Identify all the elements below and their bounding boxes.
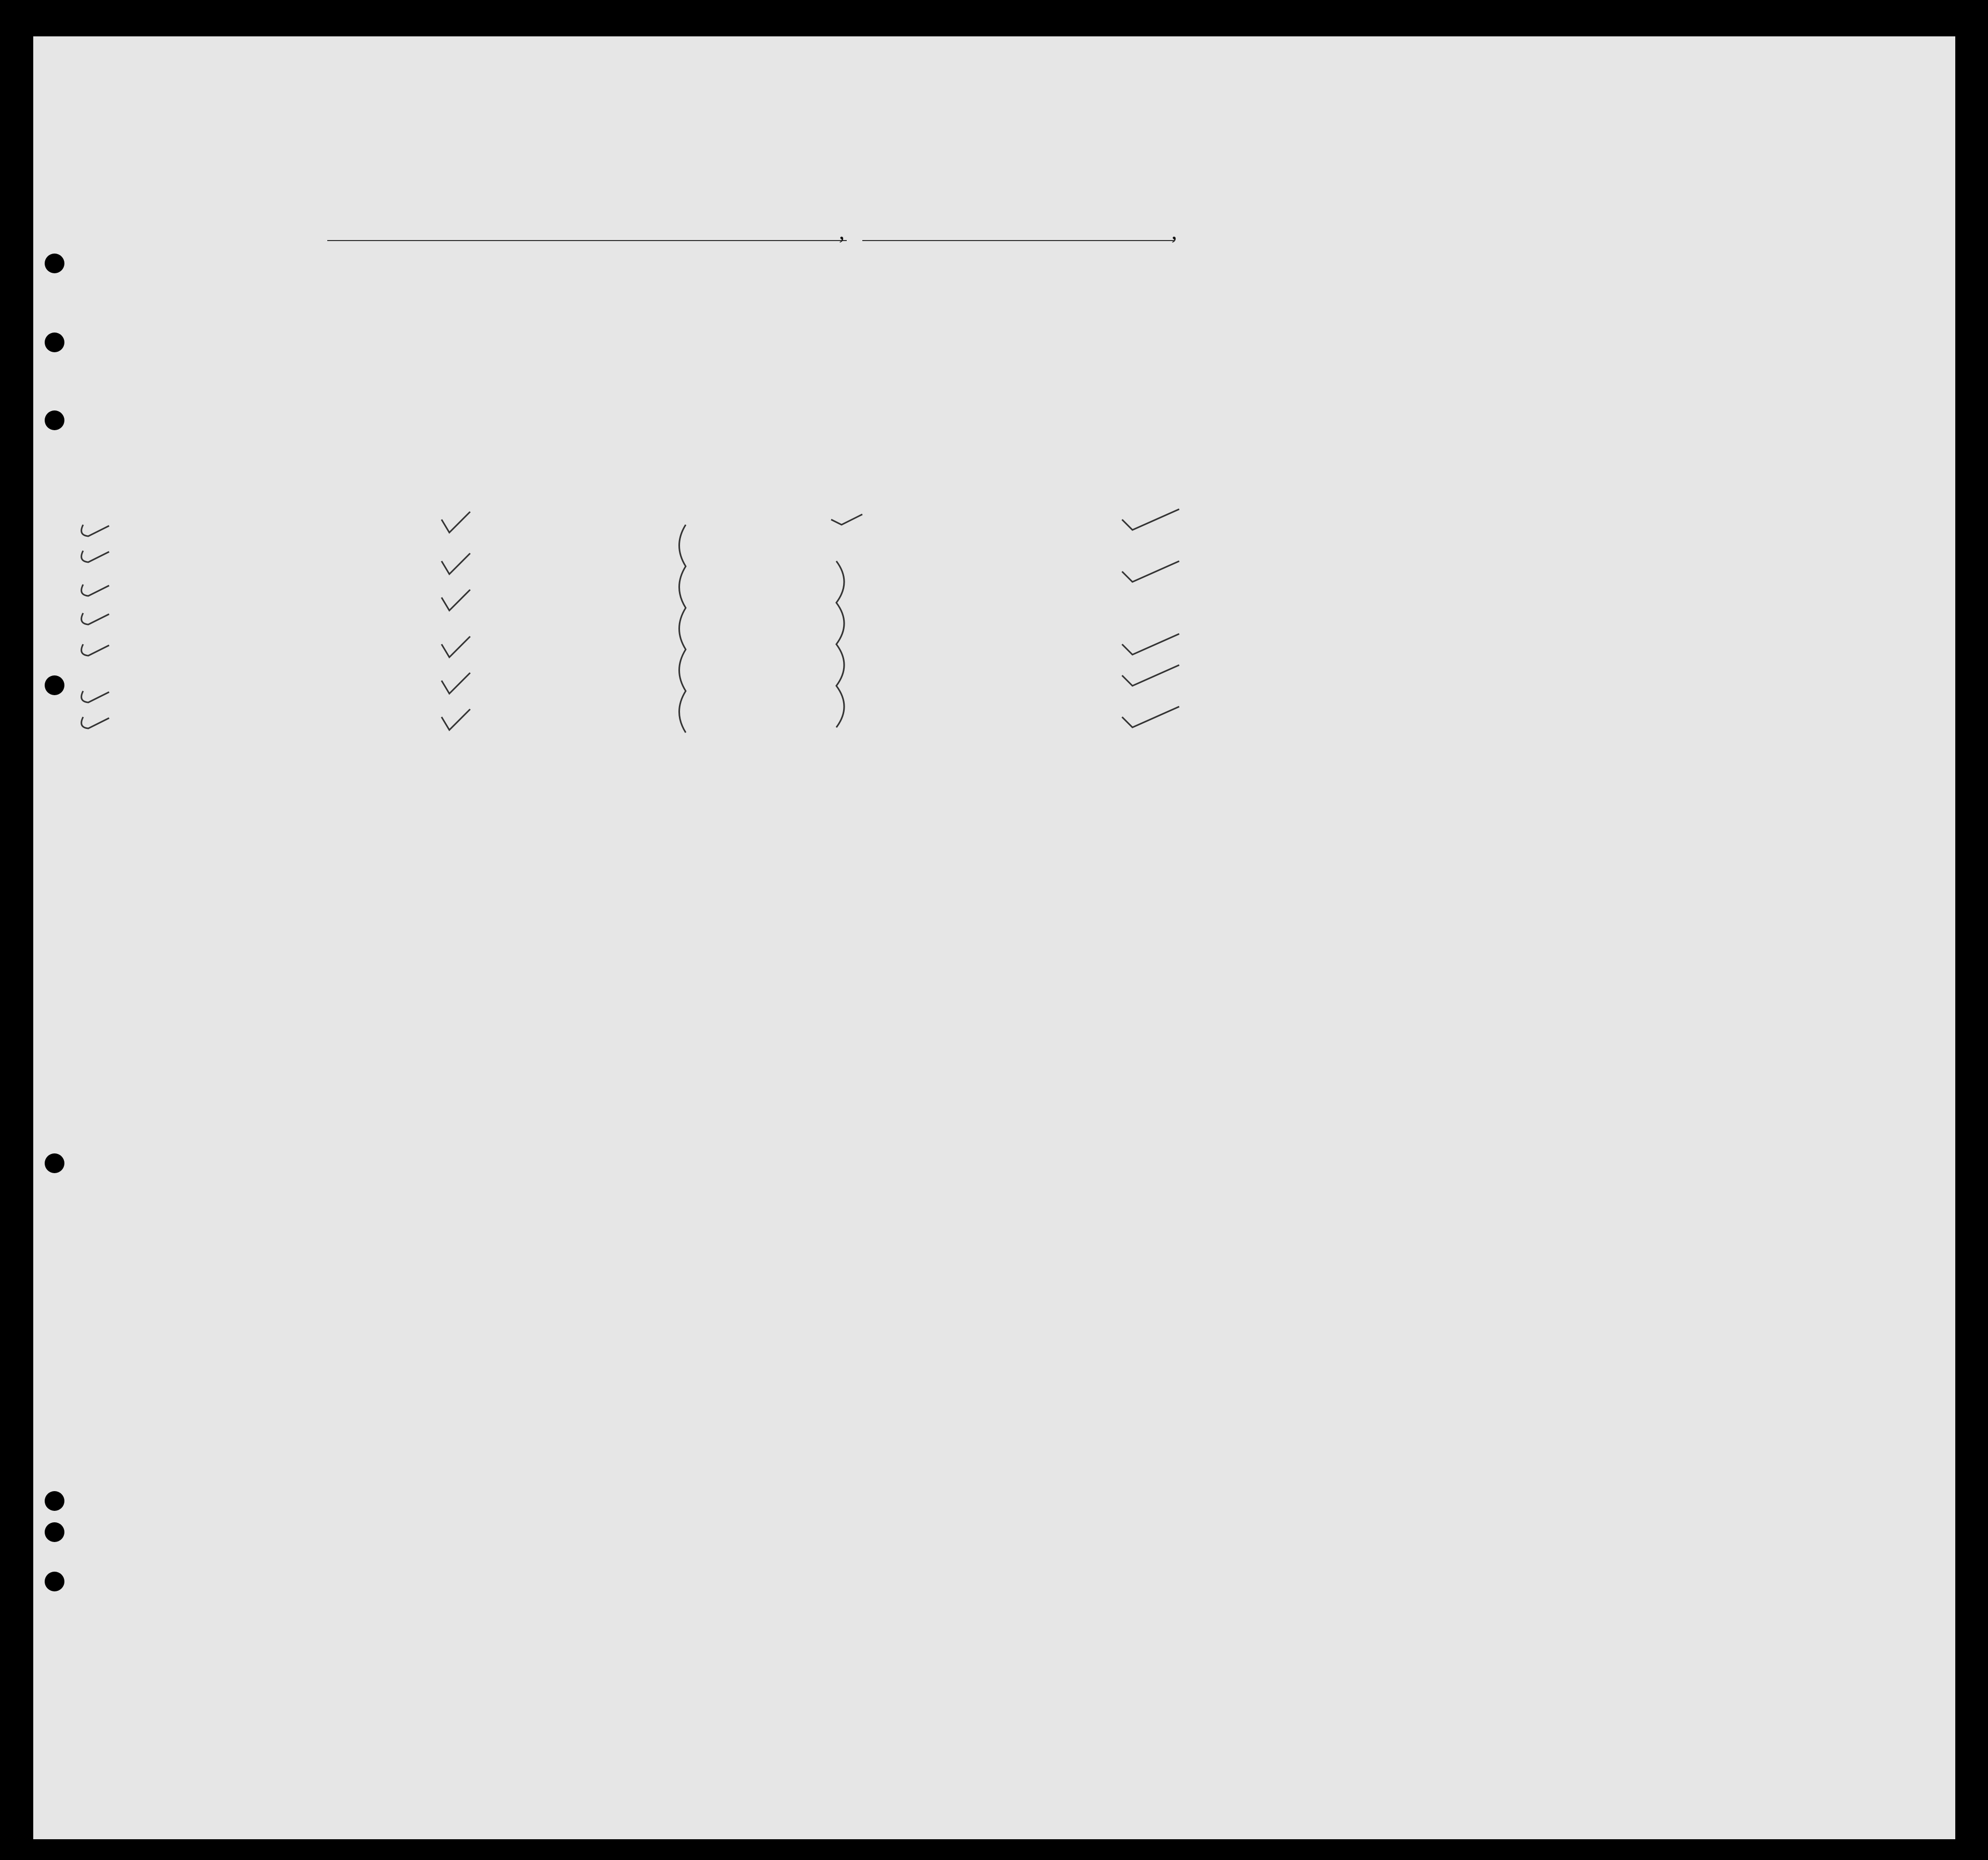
punch-hole	[45, 1572, 64, 1591]
punch-hole	[45, 333, 64, 352]
punch-hole	[45, 254, 64, 273]
punch-hole	[45, 1153, 64, 1173]
punch-hole	[45, 410, 64, 430]
comma2: ,	[1171, 219, 1177, 244]
comma: ,	[839, 219, 845, 244]
punch-hole	[45, 1491, 64, 1511]
punch-hole	[45, 1522, 64, 1542]
punch-hole	[45, 675, 64, 695]
